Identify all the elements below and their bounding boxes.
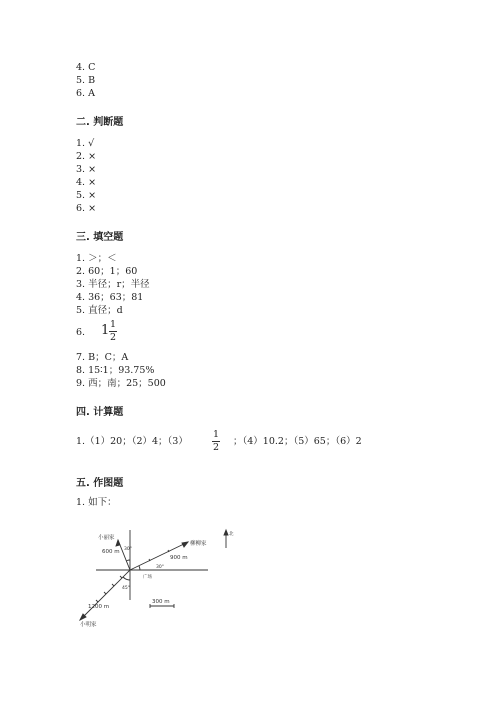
fill-3: 3. 半径；r；半径 bbox=[76, 279, 150, 290]
section-title-drawing: 五. 作图题 bbox=[76, 478, 124, 489]
label-angle-30-north: 30° bbox=[124, 547, 132, 552]
angle-arc-liuliu bbox=[139, 566, 140, 570]
judge-1: 1. √ bbox=[76, 138, 95, 149]
calc-1-before: 1.（1）20；（2）4；（3） bbox=[76, 436, 188, 447]
answer-6: 6. A bbox=[76, 88, 95, 99]
mixed-number-whole: 1 bbox=[101, 323, 110, 338]
calc-fraction bbox=[212, 430, 220, 453]
label-angle-30-east: 30° bbox=[156, 565, 164, 570]
label-north: 北 bbox=[229, 532, 234, 537]
label-liuliu: 柳柳家 bbox=[190, 541, 207, 547]
fill-7: 7. B；C；A bbox=[76, 352, 129, 363]
arrow-liuliu bbox=[182, 542, 188, 547]
section-title-fill: 三. 填空题 bbox=[76, 232, 124, 243]
judge-3: 3. × bbox=[76, 164, 97, 175]
path-to-xiaoming bbox=[80, 570, 130, 620]
judge-4: 4. × bbox=[76, 177, 97, 188]
section-title-calc: 四. 计算题 bbox=[76, 407, 124, 418]
fill-1: 1. ＞；＜ bbox=[76, 253, 117, 264]
answer-4: 4. C bbox=[76, 62, 96, 73]
angle-arc-xiaoming bbox=[123, 577, 130, 580]
fill-8: 8. 15∶1；93.75% bbox=[76, 365, 155, 376]
mixed-number-fraction bbox=[109, 320, 117, 343]
fraction-numerator: 1 bbox=[109, 319, 117, 330]
judge-5: 5. × bbox=[76, 190, 97, 201]
fill-5: 5. 直径；d bbox=[76, 305, 123, 316]
judge-6: 6. × bbox=[76, 203, 97, 214]
fill-4: 4. 36；63；81 bbox=[76, 292, 144, 303]
arrow-xiaoli bbox=[116, 540, 120, 546]
section-title-judgement: 二. 判断题 bbox=[76, 117, 124, 128]
label-xiaoli: 小丽家 bbox=[98, 535, 115, 541]
fill-2: 2. 60；1；60 bbox=[76, 266, 138, 277]
label-angle-45: 45° bbox=[122, 586, 130, 591]
label-1200m: 1200 m bbox=[88, 604, 110, 610]
label-xiaoming: 小明家 bbox=[80, 622, 97, 628]
judge-2: 2. × bbox=[76, 151, 97, 162]
fraction-denominator: 2 bbox=[109, 332, 117, 343]
angle-arc-xiaoli bbox=[126, 560, 130, 561]
label-900m: 900 m bbox=[170, 555, 188, 561]
calc-fraction-denominator: 2 bbox=[212, 442, 220, 453]
fill-6-label: 6. bbox=[76, 327, 86, 338]
drawing-item-1: 1. 如下： bbox=[76, 497, 117, 508]
calc-fraction-numerator: 1 bbox=[212, 429, 220, 440]
calc-1-after: ；（4）10.2；（5）65；（6）2 bbox=[233, 436, 362, 447]
answer-5: 5. B bbox=[76, 75, 96, 86]
north-arrow-icon bbox=[224, 530, 228, 535]
label-square: 广场 bbox=[143, 575, 152, 580]
label-scale: 300 m bbox=[152, 599, 170, 605]
label-600m: 600 m bbox=[102, 549, 120, 555]
map-diagram bbox=[72, 522, 242, 632]
fill-9: 9. 西；南；25；500 bbox=[76, 378, 166, 389]
